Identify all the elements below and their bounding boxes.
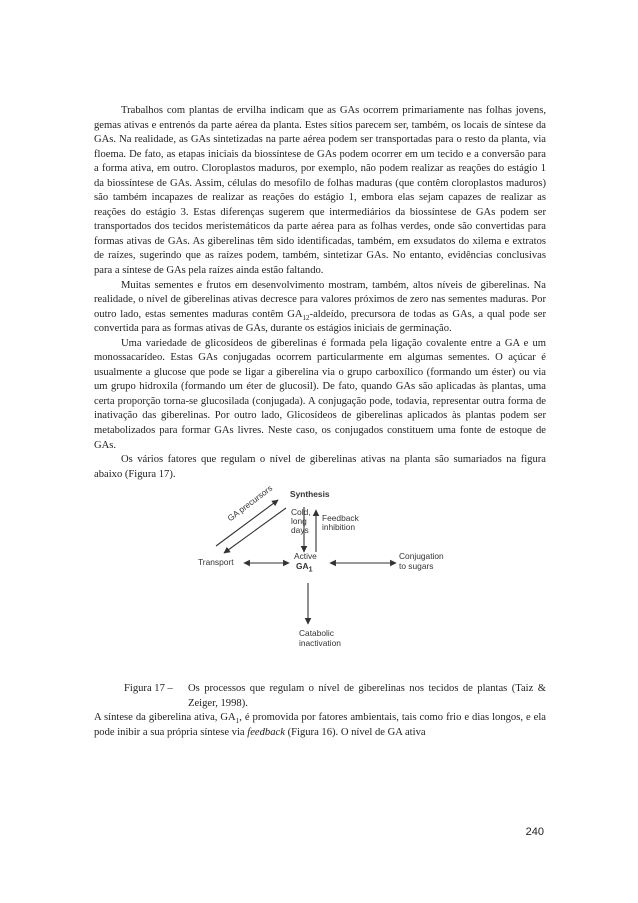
cold-label: Cold, [291, 507, 311, 518]
page-body [94, 104, 546, 740]
to-sugars-label: to sugars [399, 561, 434, 572]
transport-label: Transport [198, 557, 234, 568]
caption-text: Os processos que regulam o nível de giberelinas nos tecidos de plantas (Taiz & Zeiger, 1998). [188, 683, 546, 709]
ga-precursors-label: GA precursors [225, 483, 275, 524]
ga1-label: $GA_1$ [296, 561, 313, 574]
inactivation-label: inactivation [299, 638, 341, 649]
catabolic-label: Catabolic [299, 628, 334, 639]
caption-label: Figura 17 – [124, 683, 173, 695]
paragraph-4: Os vários fatores que regulam o nível de giberelinas ativas na planta são sumariados na figura abaixo (Figura 17). [94, 454, 546, 480]
paragraph-after-figure: A síntese da giberelina ativa, $GA_1$, é promovida por fatores ambientais, tais como frio e dias longos, e ela pode inibir a sua própria síntese via feedback (Figura 16). O nível de GA ativa [94, 712, 546, 738]
conjugation-label: Conjugation [399, 551, 444, 562]
figure-17-diagram [94, 483, 546, 672]
figure-caption [94, 682, 546, 711]
paragraph-3: Uma variedade de glicosídeos de giberelinas é formada pela ligação covalente entre a GA e um monossacarídeo. Estas GAs conjugadas ocorrem particularmente em algumas sementes. O açúcar é usualmente a glucose que pode se ligar a giberelina via o grupo carboxílico (formando um éster) ou via um grupo hidroxila (formando um éter de glucosil). De fato, quando GAs são aplicadas às plantas, uma certa proporção torna-se glucosilada (conjugada). A conjugação pode, todavia, representar outra forma de inativação das giberelinas. Por outro lado, Glicosídeos de giberelinas aplicados às plantas podem ser metabolizados para formar GAs livres. Neste caso, os conjugados constituem uma fonte de estoque de GAs. [94, 337, 546, 451]
paragraph-2: Muitas sementes e frutos em desenvolvimento mostram, também, altos níveis de giberelinas. Na realidade, o nível de giberelinas ativas decresce para valores próximos de zero nas sementes maduras. Por outro lado, estas sementes maduras contêm $GA_{12}$-aldeído, precursora de todas as GAs, a qual pode ser convertida para as formas ativas de GAs, durante os estágios iniciais de germinação. [94, 279, 546, 335]
active-label: Active [294, 551, 317, 562]
days-label: days [291, 525, 309, 536]
synthesis-label: Synthesis [290, 489, 330, 500]
long-label: long [291, 516, 307, 527]
feedback-label: Feedback [322, 513, 359, 524]
page-number: 240 [525, 826, 544, 838]
inhibition-label: inhibition [322, 522, 356, 533]
paragraph-1: Trabalhos com plantas de ervilha indicam que as GAs ocorrem primariamente nas folhas jovens, gemas ativas e entrenós da parte aérea da planta. Estes sítios parecem ser, também, os locais de síntese da GAs. Na realidade, as GAs sintetizadas na parte aérea podem ser transportadas para o resto da planta, via floema. De fato, as etapas iniciais da biossíntese de GAs podem ocorrer em um tecido e a conversão para a forma ativa, em outro. Cloroplastos maduros, por exemplo, não podem realizar as reações do estágio 1 da biossíntese de GAs. Assim, células do mesofilo de folhas maduras (que contêm cloroplastos maduros) são também incapazes de realizar as reações do estágio 1, embora elas sejam capazes de realizar as reações do estágio 3. Estas diferenças sugerem que intermediários da biossíntese de GAs podem ser transportados dos tecidos meristemáticos da parte aérea para as folhas verdes, onde são convertidas para formas ativas de GAs. As giberelinas têm sido identificadas, também, em exsudatos do xilema e extratos de raízes, sugerindo que as raízes podem, também, sintetizar GAs. No entanto, evidências conclusivas para a síntese de GAs pela raízes ainda estão faltando. [94, 105, 546, 277]
